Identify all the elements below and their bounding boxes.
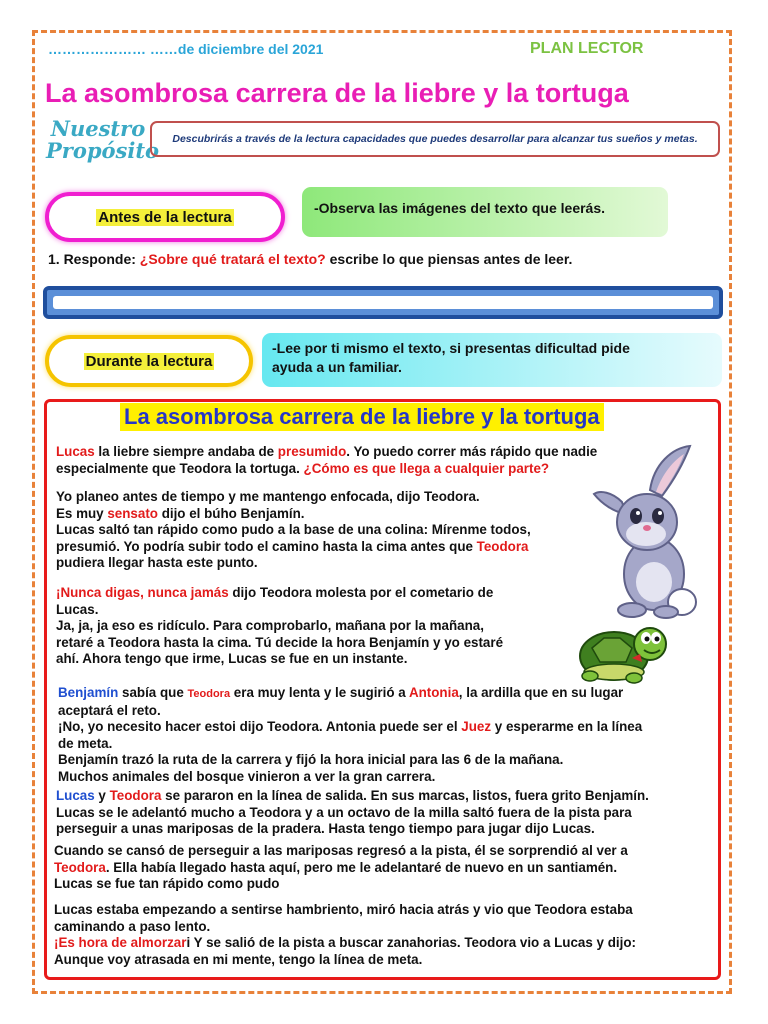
text-span: presumió. Yo podría subir todo el camino hasta la cima antes que [56, 538, 477, 554]
antes-label-pill [45, 192, 285, 242]
antes-note-text: -Observa las imágenes del texto que leerás. [314, 200, 606, 216]
text-line: Lucas saltó tan rápido como pudo a la base de una colina: Mírenme todos, [56, 522, 531, 537]
text-span: era muy lenta y le sugirió a [230, 685, 409, 700]
word-nunca: ¡Nunca digas, nunca jamás [56, 585, 229, 600]
text-line: retaré a Teodora hasta la cima. Tú decide la hora Benjamín y yo estaré [56, 634, 504, 650]
text-span: dijo Teodora molesta por el cometario de [228, 585, 494, 600]
text-line: Muchos animales del bosque vinieron a ver la gran carrera. [58, 768, 436, 784]
story-paragraph-2 [56, 489, 531, 572]
question-highlight: ¿Cómo es que llega a cualquier parte? [303, 460, 550, 476]
text-line: Cuando se cansó de perseguir a las mariposas regresó a la pista, él se sorprendió al ver a [54, 843, 628, 858]
text-line: Yo planeo antes de tiempo y me mantengo enfocada, dijo Teodora. [56, 489, 480, 504]
proposito-box [150, 121, 720, 157]
question-prefix: 1. Responde: [48, 251, 140, 267]
story-paragraph-5 [56, 788, 649, 838]
durante-note [262, 333, 722, 387]
name-teodora: Teodora [187, 688, 231, 700]
name-antonia: Antonia [408, 685, 459, 700]
text-line: Lucas. [56, 601, 99, 617]
text-line: caminando a paso lento. [54, 918, 211, 934]
story-paragraph-1 [56, 444, 597, 477]
text-span: . Yo puedo correr más rápido que nadie [346, 444, 598, 459]
word-almorzar: ¡Es hora de almorzar [54, 935, 187, 950]
rabbit-illustration [592, 442, 702, 620]
story-paragraph-6 [54, 843, 628, 893]
antes-note [302, 187, 668, 237]
name-teodora: Teodora [109, 788, 162, 803]
page-title: La asombrosa carrera de la liebre y la tortuga [45, 78, 629, 108]
durante-label-pill [45, 335, 253, 387]
text-line: Benjamín trazó la ruta de la carrera y fijó la hora inicial para las 6 de la mañana. [58, 752, 564, 767]
story-paragraph-4 [58, 685, 642, 785]
text-span: dijo el búho Benjamín. [157, 505, 305, 521]
text-line: Lucas se le adelantó mucho a Teodora y a un octavo de la milla saltó fuera de la pista para [56, 804, 632, 820]
name-benjamin: Benjamín [58, 685, 119, 700]
name-lucas: Lucas [56, 788, 95, 803]
text-line: Ja, ja, ja eso es ridículo. Para comprobarlo, mañana por la mañana, [56, 618, 484, 633]
text-line: ahí. Ahora tengo que irme, Lucas se fue en un instante. [56, 651, 408, 666]
plan-lector-label: PLAN LECTOR [530, 40, 644, 57]
text-span: y [94, 788, 110, 803]
word-presumido: presumido [277, 444, 347, 459]
name-lucas: Lucas [56, 444, 95, 459]
text-span: sabía que [118, 685, 188, 700]
name-teodora: Teodora [476, 538, 529, 554]
text-span: ¡No, yo necesito hacer estoi dijo Teodora. Antonia puede ser el [58, 719, 462, 734]
text-line: de meta. [58, 735, 113, 751]
word-sensato: sensato [107, 505, 158, 521]
text-span: la liebre siempre andaba de [94, 444, 278, 459]
text-span: Es muy [56, 505, 108, 521]
question-suffix: escribe lo que piensas antes de leer. [325, 251, 573, 267]
answer-field[interactable] [43, 286, 723, 319]
durante-note-line-1: -Lee por ti mismo el texto, si presentas dificultad pide [272, 340, 630, 356]
story-paragraph-3 [56, 585, 503, 668]
answer-field-inner[interactable] [53, 296, 713, 309]
story-title: La asombrosa carrera de la liebre y la tortuga [120, 403, 604, 431]
nuestro-proposito-logo [46, 116, 160, 163]
word-juez: Juez [461, 719, 492, 734]
proposito-label-2: Propósito [46, 138, 160, 163]
text-line: perseguir a unas mariposas de la pradera. Hasta tengo tiempo para jugar dijo Lucas. [56, 821, 595, 836]
turtle-illustration [574, 614, 670, 688]
text-line: Aunque voy atrasada en mi mente, tengo la línea de meta. [54, 951, 423, 967]
story-paragraph-7 [54, 902, 636, 968]
text-span: . Ella había llegado hasta aquí, pero me le adelantaré de nuevo en un santiamén. [105, 859, 618, 875]
question-1 [48, 251, 572, 267]
durante-note-line-2: ayuda a un familiar. [272, 359, 402, 375]
text-line: Lucas estaba empezando a sentirse hambriento, miró hacia atrás y vio que Teodora estaba [54, 902, 633, 917]
question-highlight: ¿Sobre qué tratará el texto? [139, 251, 326, 267]
text-span: , la ardilla que en su lugar [458, 685, 624, 700]
name-teodora: Teodora [54, 859, 106, 875]
text-span: i Y se salió de la pista a buscar zanahorias. Teodora vio a Lucas y dijo: [186, 935, 636, 950]
date-line: ………………… ……de diciembre del 2021 [48, 41, 324, 57]
text-line: aceptará el reto. [58, 702, 161, 718]
text-span: especialmente que Teodora la tortuga. [56, 460, 304, 476]
text-line: pudiera llegar hasta este punto. [56, 555, 258, 570]
text-span: y esperarme en la línea [491, 719, 643, 734]
text-line: Lucas se fue tan rápido como pudo [54, 876, 280, 891]
durante-label: Durante la lectura [85, 352, 213, 370]
antes-label: Antes de la lectura [98, 208, 232, 226]
proposito-label-1: Nuestro [50, 116, 146, 141]
proposito-text: Descubrirás a través de la lectura capacidades que puedes desarrollar para alcanzar tus sueños y metas. [172, 133, 698, 145]
text-span: se pararon en la línea de salida. En sus marcas, listos, fuera grito Benjamín. [161, 788, 649, 803]
